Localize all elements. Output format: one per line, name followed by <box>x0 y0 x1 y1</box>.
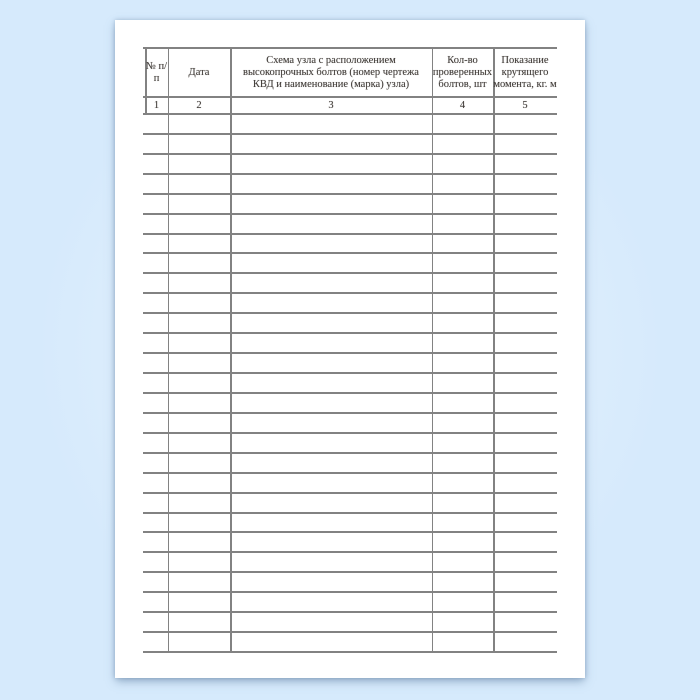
empty-table-row <box>143 414 557 434</box>
empty-table-row <box>143 215 557 235</box>
column-index-1: 1 <box>153 99 160 111</box>
empty-table-row <box>143 274 557 294</box>
empty-table-row <box>143 434 557 454</box>
empty-table-row <box>143 514 557 534</box>
column-header-date: Дата <box>188 66 210 78</box>
empty-table-row <box>143 494 557 514</box>
empty-table-row <box>143 454 557 474</box>
empty-table-row <box>143 573 557 593</box>
table-empty-rows <box>143 115 557 653</box>
column-index-2: 2 <box>196 99 202 111</box>
column-header-row-number: № п/п <box>145 60 168 84</box>
empty-table-row <box>143 394 557 414</box>
empty-table-row <box>143 553 557 573</box>
empty-table-row <box>143 613 557 633</box>
document-page <box>115 20 585 678</box>
column-index-3: 3 <box>328 99 334 111</box>
empty-table-row <box>143 235 557 255</box>
empty-table-row <box>143 314 557 334</box>
column-header-torque-reading: Показание крутящего момента, кг. м <box>493 54 557 90</box>
empty-table-row <box>143 135 557 155</box>
empty-table-row <box>143 195 557 215</box>
column-header-checked-bolts-count: Кол-во проверенных болтов, шт <box>432 54 493 90</box>
empty-table-row <box>143 115 557 135</box>
empty-table-row <box>143 294 557 314</box>
bolt-inspection-journal-table <box>115 20 585 678</box>
column-header-node-schema: Схема узла с расположением высокопрочных болтов (номер чертежа КВД и наименование (марка) узла) <box>243 54 419 90</box>
column-index-4: 4 <box>459 99 466 111</box>
empty-table-row <box>143 633 557 653</box>
column-index-5: 5 <box>522 99 528 111</box>
empty-table-row <box>143 155 557 175</box>
empty-table-row <box>143 533 557 553</box>
empty-table-row <box>143 354 557 374</box>
empty-table-row <box>143 474 557 494</box>
empty-table-row <box>143 593 557 613</box>
empty-table-row <box>143 175 557 195</box>
empty-table-row <box>143 254 557 274</box>
empty-table-row <box>143 374 557 394</box>
empty-table-row <box>143 334 557 354</box>
